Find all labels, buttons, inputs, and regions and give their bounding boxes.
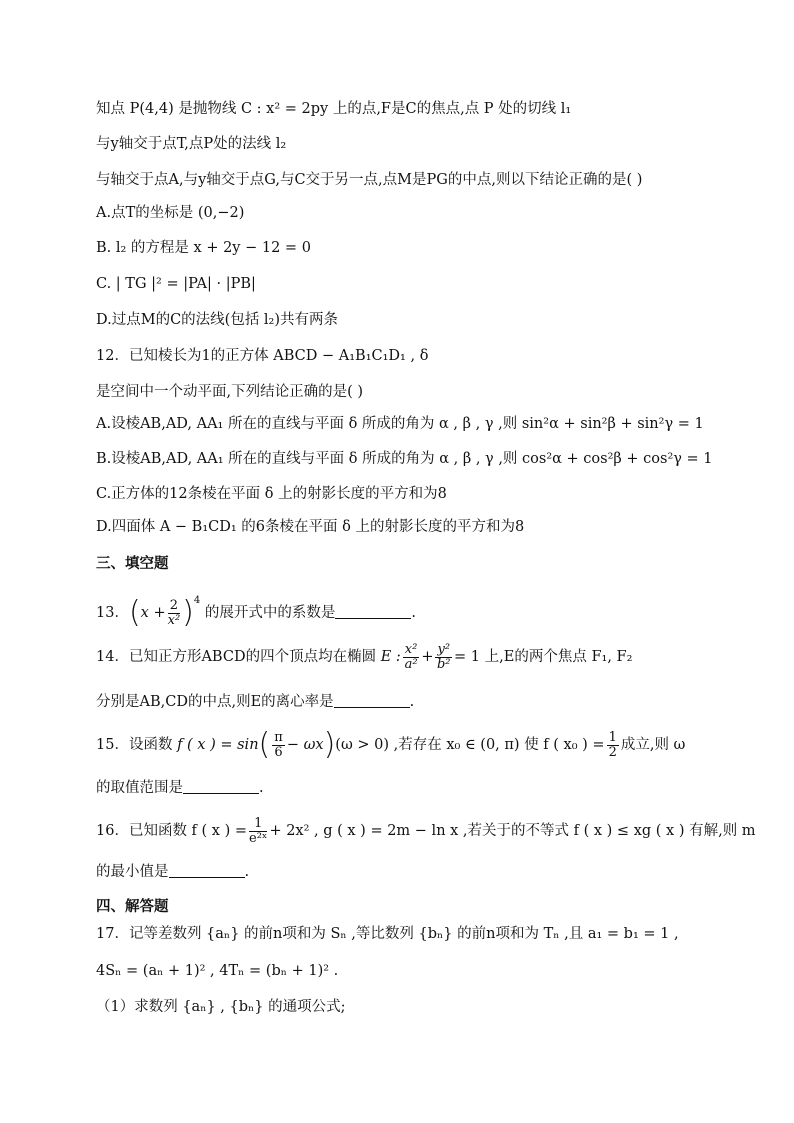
q15-half-num: 1 xyxy=(608,729,617,745)
q15-fraction-pi xyxy=(272,731,285,760)
q13-tail: 的展开式中的系数是 xyxy=(204,605,336,621)
q15-rest: 成立,则 ω xyxy=(620,737,686,753)
q16-answer-blank[interactable] xyxy=(169,863,245,878)
q14-fraction-x xyxy=(403,643,420,672)
q11-option-d: D.过点M的C的法线(包括 l₂)共有两条 xyxy=(96,312,339,328)
q14-answer-blank[interactable] xyxy=(334,693,410,708)
q17-line-2: 4Sₙ = (aₙ + 1)² , 4Tₙ = (bₙ + 1)² . xyxy=(96,963,339,979)
q16-fraction xyxy=(249,817,267,846)
q15-line-2 xyxy=(96,778,264,798)
q11-stem-line-3: 与轴交于点A,与y轴交于点G,与C交于另一点,点M是PG的中点,则以下结论正确的是( ) xyxy=(96,172,643,188)
q13-frac-num: 2 xyxy=(168,599,181,614)
q13-power: 4 xyxy=(193,595,201,606)
q12-stem-line-2: 是空间中一个动平面,下列结论正确的是( ) xyxy=(96,384,364,400)
q17-line-3: （1）求数列 {aₙ} , {bₙ} 的通项公式; xyxy=(96,999,346,1015)
q13-number: 13． xyxy=(96,605,129,621)
q15-line-1 xyxy=(96,728,685,762)
q16-frac-num: 1 xyxy=(249,817,267,832)
q14-line2-text: 分别是AB,CD的中点,则E的离心率是 xyxy=(96,694,334,710)
q14-frac2-den: b² xyxy=(436,656,451,672)
q12-option-c: C.正方体的12条棱在平面 δ 上的射影长度的平方和为8 xyxy=(96,486,447,502)
q13-line xyxy=(96,584,416,630)
q11-option-b: B. l₂ 的方程是 x + 2y − 12 = 0 xyxy=(96,240,311,256)
q12-option-d: D.四面体 A − B₁CD₁ 的6条棱在平面 δ 上的射影长度的平方和为8 xyxy=(96,519,525,535)
q12-option-b: B.设棱AB,AD, AA₁ 所在的直线与平面 δ 所成的角为 α , β , γ ,则 cos²α + cos²β + cos²γ = 1 xyxy=(96,451,713,467)
q15-fraction-half xyxy=(607,731,619,760)
q15-right-paren: ) xyxy=(323,727,336,762)
section-solution-heading: 四、解答题 xyxy=(96,899,169,915)
q14-ellipse-label: E : xyxy=(380,649,401,665)
q13-left-paren: ( xyxy=(128,595,141,630)
q15-half-den: 2 xyxy=(608,744,617,760)
q12-option-a: A.设棱AB,AD, AA₁ 所在的直线与平面 δ 所成的角为 α , β , γ ,则 sin²α + sin²β + sin²γ = 1 xyxy=(96,416,704,432)
q15-end: . xyxy=(259,780,264,796)
q14-frac2-num: y² xyxy=(437,641,451,657)
q15-fx: f ( x ) = sin xyxy=(177,737,259,753)
q13-expr-left: x + xyxy=(140,605,166,621)
q14-line-1 xyxy=(96,640,632,674)
q14-rest: = 1 上,E的两个焦点 F₁, F₂ xyxy=(454,649,633,665)
section-fill-in-heading: 三、填空题 xyxy=(96,556,169,572)
q15-frac-num: π xyxy=(274,729,283,745)
q16-line-1 xyxy=(96,814,756,848)
q14-lead: 14．已知正方形ABCD的四个顶点均在椭圆 xyxy=(96,649,377,665)
q14-plus: + xyxy=(421,649,434,665)
q13-answer-blank[interactable] xyxy=(335,604,411,619)
q13-fraction xyxy=(168,599,181,628)
q16-frac-den: e²ˣ xyxy=(249,830,268,846)
q14-frac1-num: x² xyxy=(404,641,418,657)
q15-lead: 15．设函数 xyxy=(96,737,173,753)
q15-frac-den: 6 xyxy=(274,744,283,760)
q14-fraction-y xyxy=(435,643,452,672)
q13-end: . xyxy=(411,605,416,621)
q15-minus: − ωx xyxy=(286,737,324,753)
q14-end: . xyxy=(409,694,415,710)
q15-answer-blank[interactable] xyxy=(183,779,259,794)
q14-line-2 xyxy=(96,692,414,712)
q11-option-c: C. | TG |² = |PA| · |PB| xyxy=(96,276,256,292)
q16-end: . xyxy=(244,864,250,880)
q11-stem-line-1: 知点 P(4,4) 是抛物线 C : x² = 2py 上的点,F是C的焦点,点 P 处的切线 l₁ xyxy=(96,101,572,117)
q16-line2-text: 的最小值是 xyxy=(96,864,169,880)
q13-frac-den: x² xyxy=(167,612,181,628)
q13-right-paren: ) xyxy=(182,595,194,630)
q14-frac1-den: a² xyxy=(404,656,418,672)
q11-option-a: A.点T的坐标是 (0,−2) xyxy=(96,205,245,221)
q15-cond: (ω > 0) ,若存在 x₀ ∈ (0, π) 使 f ( x₀ ) = xyxy=(335,737,605,753)
q16-rest: + 2x² , g ( x ) = 2m − ln x ,若关于的不等式 f ( x ) ≤ xg ( x ) 有解,则 m xyxy=(269,823,756,839)
q16-line-2 xyxy=(96,862,249,882)
q16-lead: 16．已知函数 f ( x ) = xyxy=(96,823,248,839)
q15-line2-text: 的取值范围是 xyxy=(96,780,183,796)
q15-left-paren: ( xyxy=(258,727,271,762)
q12-stem-line-1: 12．已知棱长为1的正方体 ABCD − A₁B₁C₁D₁ , δ xyxy=(96,348,429,364)
q11-stem-line-2: 与y轴交于点T,点P处的法线 l₂ xyxy=(96,136,287,152)
q17-line-1: 17．记等差数列 {aₙ} 的前n项和为 Sₙ ,等比数列 {bₙ} 的前n项和为 Tₙ ,且 a₁ = b₁ = 1 , xyxy=(96,926,679,942)
